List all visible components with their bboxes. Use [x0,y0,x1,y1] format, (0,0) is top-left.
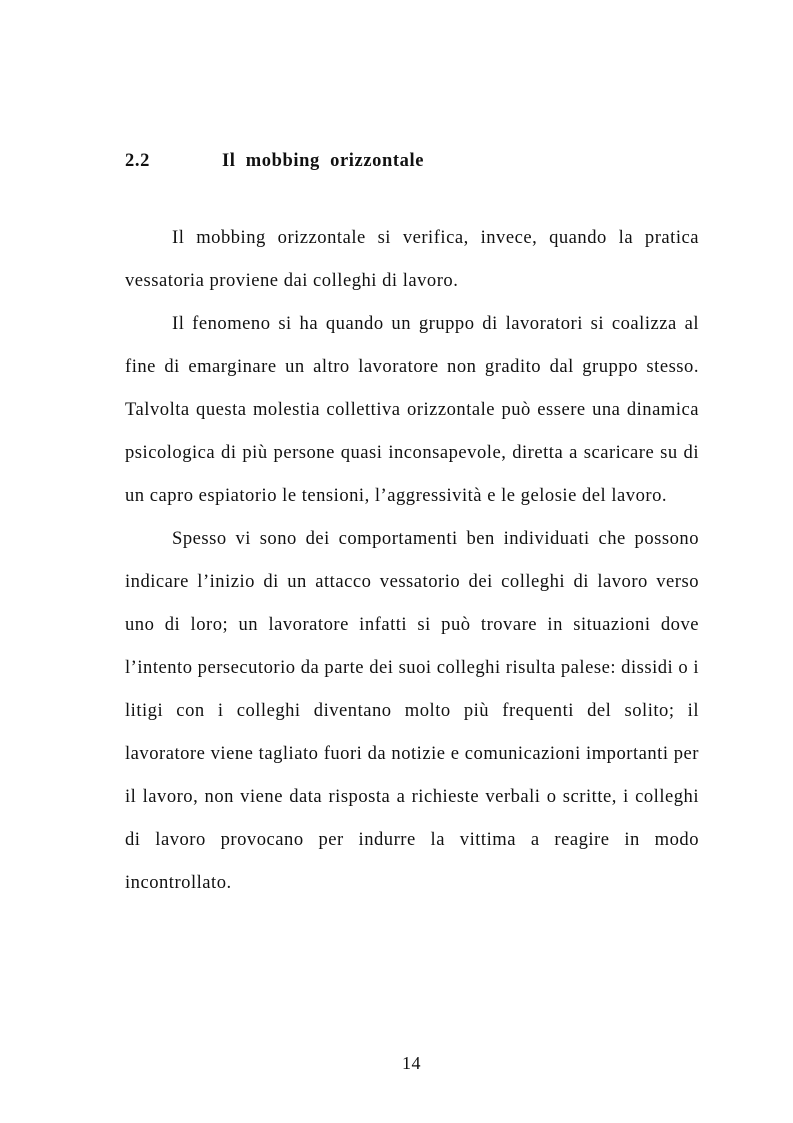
body-text [125,216,699,904]
page-number: 14 [402,1053,421,1073]
paragraph-3: Spesso vi sono dei comportamenti ben individuati che possono indicare l’inizio di un attacco vessatorio dei colleghi di lavoro verso uno di loro; un lavoratore infatti si può trovare in situazioni dove l’intento persecutorio da parte dei suoi colleghi risulta palese: dissidi o i litigi con i colleghi diventano molto più frequenti del solito; il lavoratore viene tagliato fuori da notizie e comunicazioni importanti per il lavoro, non viene data risposta a richieste verbali o scritte, i colleghi di lavoro provocano per indurre la vittima a reagire in modo incontrollato. [125,528,699,893]
section-number: 2.2 [125,151,150,171]
paragraph-2: Il fenomeno si ha quando un gruppo di lavoratori si coalizza al fine di emarginare un altro lavoratore non gradito dal gruppo stesso. Talvolta questa molestia collettiva orizzontale può essere una dinamica psicologica di più persone quasi inconsapevole, diretta a scaricare su di un capro espiatorio le tensioni, l’aggressività e le gelosie del lavoro. [125,313,699,506]
section-heading [125,151,700,172]
paragraph-1: Il mobbing orizzontale si verifica, invece, quando la pratica vessatoria proviene dai colleghi di lavoro. [125,227,699,291]
section-title: Il mobbing orizzontale [222,151,425,171]
